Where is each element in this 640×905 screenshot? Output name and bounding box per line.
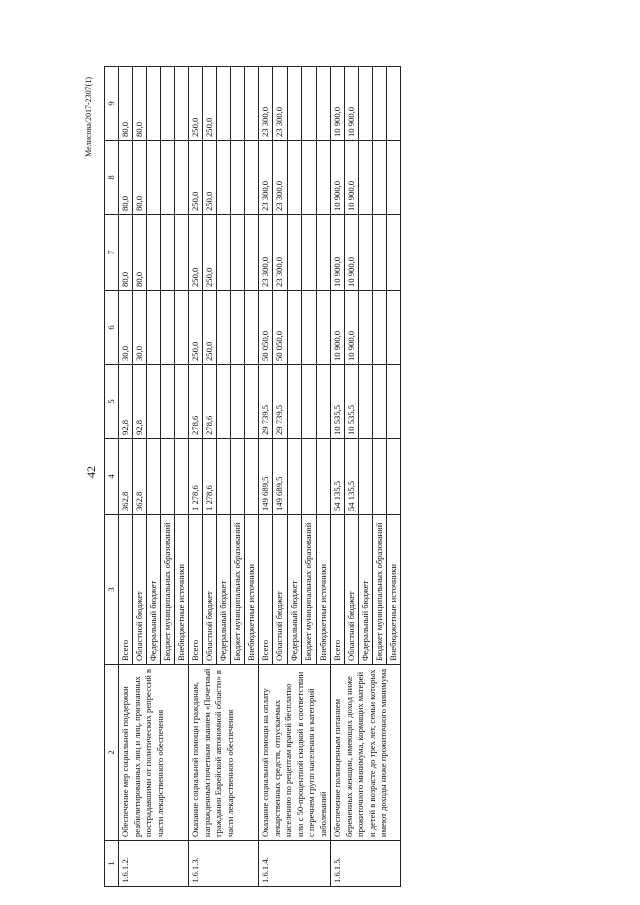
funding-source-cell: Федеральный бюджет [359,515,373,665]
amount-cell: 10 900,0 [331,215,345,291]
amount-cell [245,439,259,515]
amount-cell: 29 739,5 [273,365,287,439]
amount-cell [217,439,231,515]
amount-cell: 23 300,0 [273,215,287,291]
funding-source-cell: Бюджет муниципальных образований [231,515,245,665]
table-body [119,67,401,887]
amount-cell: 250,0 [203,67,217,141]
table-header-row [105,67,119,887]
amount-cell: 250,0 [189,291,203,365]
measure-code-cell: 1.6.1.3. [189,841,259,887]
measure-description-cell: Оказание социальной помощи гражданам, награжденным почетным званием «Почетный гражданин Еврейской автономной области» в части лекарственного обеспечения [189,665,259,841]
amount-cell [302,439,316,515]
amount-cell: 10 900,0 [331,141,345,215]
amount-cell: 50 050,0 [259,291,273,365]
amount-cell [231,67,245,141]
amount-cell: 50 050,0 [273,291,287,365]
amount-cell [175,215,189,291]
page-number: 42 [84,466,98,478]
column-number-4: 4 [105,439,119,515]
amount-cell [175,141,189,215]
amount-cell [217,141,231,215]
funding-source-cell: Областной бюджет [133,515,147,665]
amount-cell [217,67,231,141]
amount-cell [161,439,175,515]
amount-cell [147,291,161,365]
amount-cell: 23 300,0 [273,141,287,215]
amount-cell: 10 900,0 [331,291,345,365]
funding-source-cell: Бюджет муниципальных образований [302,515,316,665]
amount-cell [287,291,301,365]
amount-cell [316,365,330,439]
amount-cell: 250,0 [203,215,217,291]
funding-source-cell: Всего [259,515,273,665]
table-row [189,67,203,887]
amount-cell [147,67,161,141]
amount-cell [373,215,387,291]
amount-cell: 10 900,0 [345,215,359,291]
funding-source-cell: Бюджет муниципальных образований [161,515,175,665]
amount-cell: 278,6 [189,365,203,439]
amount-cell [316,291,330,365]
funding-source-cell: Федеральный бюджет [147,515,161,665]
amount-cell: 80,0 [133,67,147,141]
column-number-1: 1 [105,841,119,887]
table-row [331,67,345,887]
amount-cell [217,365,231,439]
amount-cell [373,67,387,141]
amount-cell [245,365,259,439]
amount-cell [302,141,316,215]
amount-cell [387,439,401,515]
amount-cell: 362,8 [119,439,133,515]
amount-cell: 149 689,5 [273,439,287,515]
amount-cell [245,291,259,365]
funding-source-cell: Областной бюджет [273,515,287,665]
amount-cell: 10 900,0 [345,67,359,141]
funding-source-cell: Всего [119,515,133,665]
amount-cell: 10 900,0 [331,67,345,141]
amount-cell: 80,0 [133,215,147,291]
funding-source-cell: Всего [331,515,345,665]
amount-cell: 250,0 [189,215,203,291]
amount-cell: 10 535,5 [345,365,359,439]
amount-cell [175,439,189,515]
amount-cell: 278,6 [203,365,217,439]
amount-cell: 10 535,5 [331,365,345,439]
amount-cell [287,215,301,291]
column-number-8: 8 [105,141,119,215]
column-number-5: 5 [105,365,119,439]
amount-cell: 80,0 [133,141,147,215]
funding-source-cell: Внебюджетные источники [316,515,330,665]
amount-cell [316,141,330,215]
amount-cell [287,141,301,215]
amount-cell [287,439,301,515]
funding-source-cell: Бюджет муниципальных образований [373,515,387,665]
amount-cell: 10 900,0 [345,291,359,365]
amount-cell [161,141,175,215]
amount-cell [373,141,387,215]
funding-source-cell: Внебюджетные источники [245,515,259,665]
amount-cell [217,291,231,365]
amount-cell [359,141,373,215]
margin-document-code: Мелисова/2017-2307(1) [84,77,93,157]
funding-source-cell: Всего [189,515,203,665]
amount-cell [302,67,316,141]
amount-cell: 54 135,5 [345,439,359,515]
column-number-9: 9 [105,67,119,141]
amount-cell [245,215,259,291]
measure-description-cell: Обеспечение мер социальной поддержки реабилитированных лиц и лиц, признанных пострадавшими от политических репрессий в части лекарственного обеспечения [119,665,189,841]
amount-cell [373,365,387,439]
funding-source-cell: Областной бюджет [345,515,359,665]
amount-cell [387,365,401,439]
amount-cell: 149 689,5 [259,439,273,515]
amount-cell: 80,0 [119,67,133,141]
amount-cell [231,365,245,439]
column-number-6: 6 [105,291,119,365]
amount-cell [147,439,161,515]
amount-cell [316,67,330,141]
amount-cell: 80,0 [119,141,133,215]
amount-cell [245,67,259,141]
measure-code-cell: 1.6.1.4. [259,841,331,887]
amount-cell [217,215,231,291]
amount-cell: 1 278,6 [189,439,203,515]
amount-cell: 250,0 [203,291,217,365]
amount-cell [175,291,189,365]
funding-source-cell: Областной бюджет [203,515,217,665]
amount-cell [161,365,175,439]
amount-cell [387,291,401,365]
amount-cell: 54 135,5 [331,439,345,515]
funding-source-cell: Внебюджетные источники [387,515,401,665]
funding-source-cell: Внебюджетные источники [175,515,189,665]
funding-source-cell: Федеральный бюджет [217,515,231,665]
amount-cell [387,141,401,215]
amount-cell [359,291,373,365]
column-number-2: 2 [105,665,119,841]
amount-cell: 23 300,0 [259,215,273,291]
amount-cell [147,365,161,439]
amount-cell: 23 300,0 [273,67,287,141]
measure-code-cell: 1.6.1.2. [119,841,189,887]
amount-cell [387,215,401,291]
amount-cell: 30,0 [133,291,147,365]
amount-cell: 92,8 [133,365,147,439]
table-row [119,67,133,887]
amount-cell [302,365,316,439]
amount-cell [175,67,189,141]
table-row [259,67,273,887]
amount-cell [147,215,161,291]
amount-cell [302,215,316,291]
document-page [48,67,608,887]
amount-cell [147,141,161,215]
amount-cell: 23 300,0 [259,67,273,141]
amount-cell: 362,8 [133,439,147,515]
amount-cell [245,141,259,215]
amount-cell [287,67,301,141]
amount-cell: 30,0 [119,291,133,365]
amount-cell [316,215,330,291]
amount-cell: 10 900,0 [345,141,359,215]
amount-cell [231,291,245,365]
column-number-3: 3 [105,515,119,665]
amount-cell: 250,0 [203,141,217,215]
amount-cell [359,365,373,439]
amount-cell: 23 300,0 [259,141,273,215]
column-number-7: 7 [105,215,119,291]
amount-cell [359,215,373,291]
amount-cell [359,439,373,515]
amount-cell [231,141,245,215]
amount-cell: 250,0 [189,141,203,215]
amount-cell [161,67,175,141]
program-funding-table [104,66,401,887]
amount-cell [373,291,387,365]
measure-description-cell: Обеспечение полноценным питанием беременных женщин, имеющих доход ниже прожиточного минимума, кормящих матерей и детей в возрасте до трех лет, семьи которых имеют доходы ниже прожиточного минимума [331,665,401,841]
amount-cell: 29 739,5 [259,365,273,439]
amount-cell [387,67,401,141]
amount-cell [373,439,387,515]
amount-cell [302,291,316,365]
amount-cell [231,215,245,291]
amount-cell [175,365,189,439]
amount-cell: 80,0 [119,215,133,291]
measure-description-cell: Оказание социальной помощи на оплату лекарственных средств, отпускаемых населению по рецептам врачей бесплатно или с 50-процентной скидкой в соответствии с перечнем групп населения и категорий заболеваний [259,665,331,841]
amount-cell [359,67,373,141]
amount-cell [316,439,330,515]
amount-cell [231,439,245,515]
amount-cell: 250,0 [189,67,203,141]
amount-cell [161,215,175,291]
amount-cell [287,365,301,439]
amount-cell: 92,8 [119,365,133,439]
amount-cell: 1 278,6 [203,439,217,515]
measure-code-cell: 1.6.1.5. [331,841,401,887]
amount-cell [161,291,175,365]
funding-source-cell: Федеральный бюджет [287,515,301,665]
